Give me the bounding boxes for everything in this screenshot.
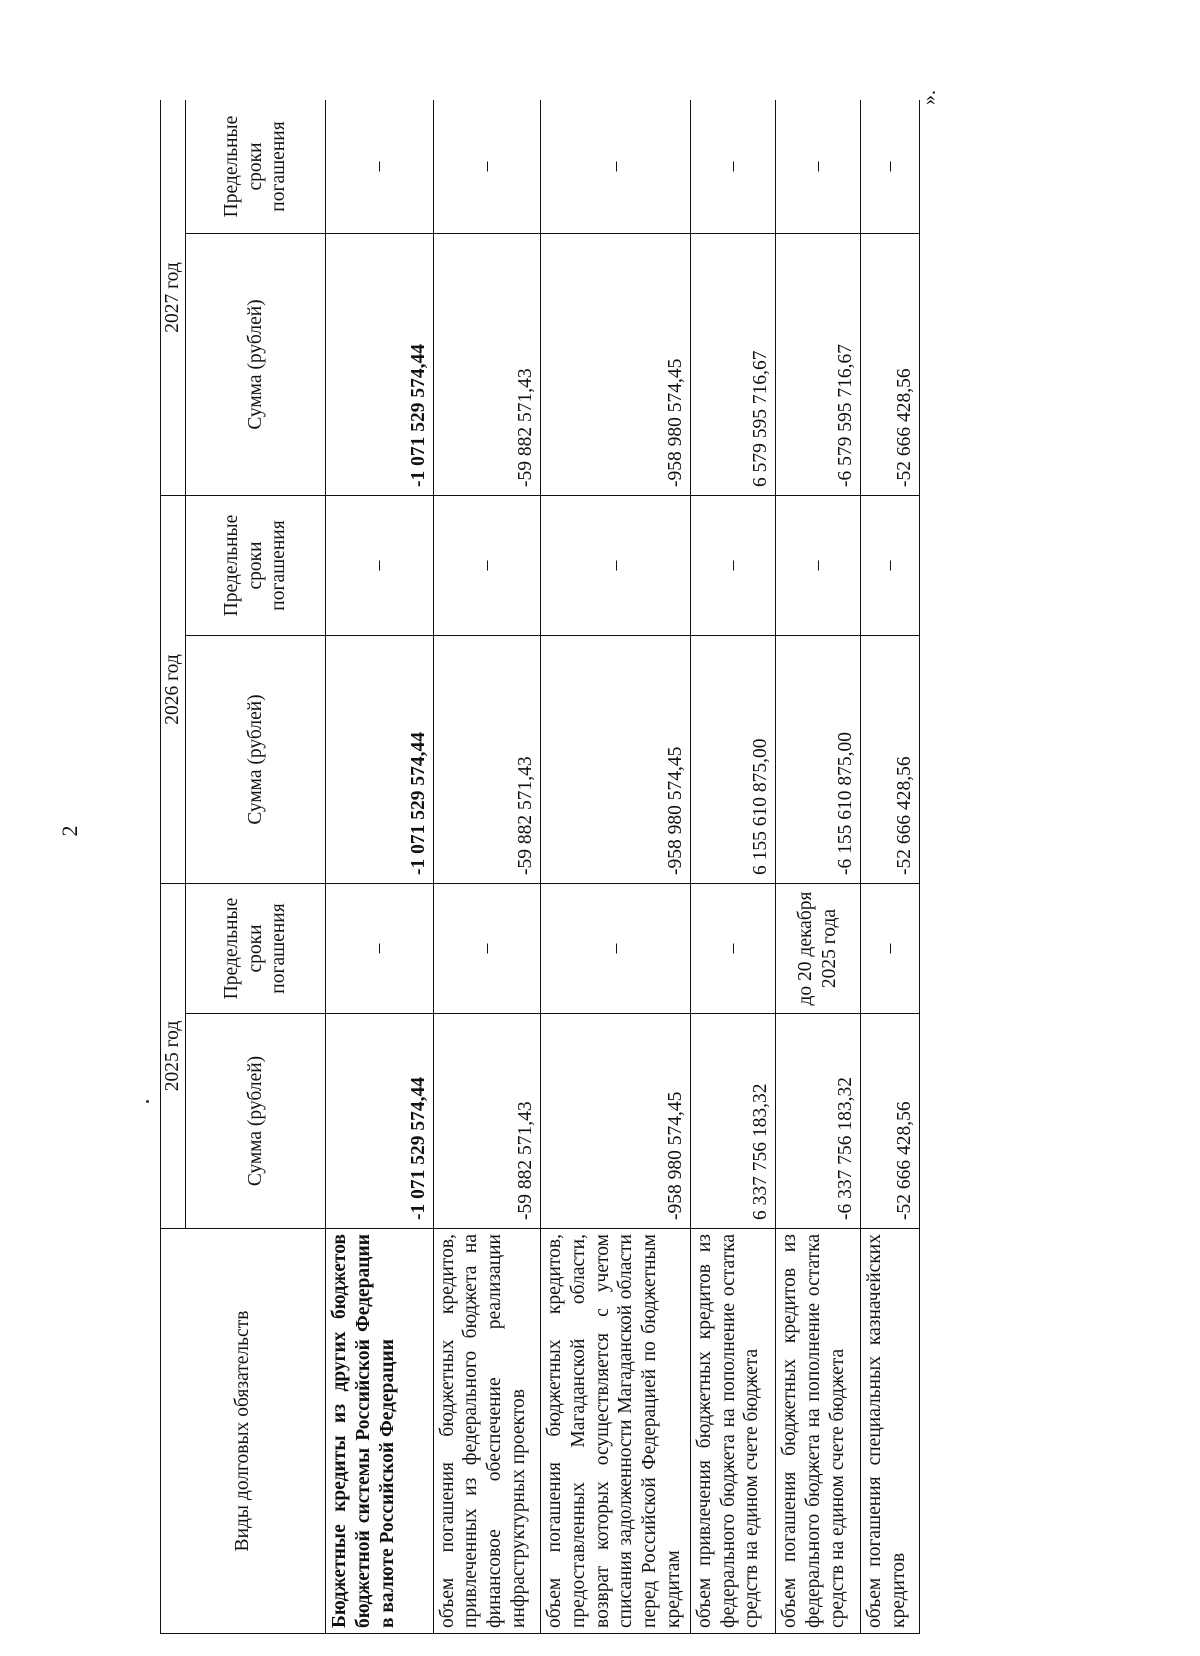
cell-term-2026: –: [541, 496, 691, 636]
cell-term-2027: –: [541, 100, 691, 234]
cell-sum-2027: -958 980 574,45: [541, 234, 691, 496]
cell-term-2026: –: [326, 496, 434, 636]
cell-term-2027: –: [775, 100, 860, 234]
cell-term-2025: –: [690, 884, 775, 1014]
table-row: [541, 100, 691, 1634]
cell-sum-2025: -6 337 756 183,32: [775, 1014, 860, 1229]
cell-term-2027: –: [690, 100, 775, 234]
table-row: [775, 100, 860, 1634]
cell-sum-2026: -958 980 574,45: [541, 636, 691, 884]
cell-term-2027: –: [433, 100, 541, 234]
header-kind: Виды долговых обязательств: [161, 1229, 326, 1634]
cell-term-2026: –: [433, 496, 541, 636]
row-label: объем погашения бюджетных кредитов, привлеченных из федерального бюджета на финансовое обеспечение реализации инфраструктурных проектов: [433, 1229, 541, 1634]
header-term-2025: Предельные сроки погашения: [186, 884, 326, 1014]
rotated-table-container: [160, 100, 920, 1634]
cell-sum-2025: -59 882 571,43: [433, 1014, 541, 1229]
cell-term-2027: –: [861, 100, 920, 234]
table-row: [326, 100, 434, 1634]
cell-term-2026: –: [690, 496, 775, 636]
cell-sum-2026: -59 882 571,43: [433, 636, 541, 884]
cell-term-2026: –: [775, 496, 860, 636]
cell-sum-2027: -59 882 571,43: [433, 234, 541, 496]
table-row: [690, 100, 775, 1634]
cell-term-2025: до 20 декабря 2025 года: [775, 884, 860, 1014]
header-sum-2026: Сумма (рублей): [186, 636, 326, 884]
page-number: 2: [57, 825, 82, 837]
cell-term-2026: –: [861, 496, 920, 636]
header-term-2026: Предельные сроки погашения: [186, 496, 326, 636]
cell-term-2025: –: [433, 884, 541, 1014]
closing-quote: ».: [918, 90, 940, 105]
cell-term-2027: –: [326, 100, 434, 234]
row-label: объем погашения бюджетных кредитов, предоставленных Магаданской области, возврат которых осуществляется с учетом списания задолженности Магаданской области перед Российской Федерацией по бюджетным кредитам: [541, 1229, 691, 1634]
cell-sum-2025: 6 337 756 183,32: [690, 1014, 775, 1229]
cell-sum-2026: -1 071 529 574,44: [326, 636, 434, 884]
cell-term-2025: –: [861, 884, 920, 1014]
header-year-2027: 2027 год: [161, 100, 186, 496]
cell-sum-2025: -52 666 428,56: [861, 1014, 920, 1229]
row-label: объем привлечения бюджетных кредитов из федерального бюджета на пополнение остатка средств на едином счете бюджета: [690, 1229, 775, 1634]
debt-obligations-table: [160, 100, 920, 1634]
table-frame: [160, 100, 920, 1634]
header-sum-2025: Сумма (рублей): [186, 1014, 326, 1229]
header-year-2025: 2025 год: [161, 884, 186, 1229]
cell-term-2025: –: [541, 884, 691, 1014]
table-row: [433, 100, 541, 1634]
row-label: объем погашения специальных казначейских кредитов: [861, 1229, 920, 1634]
cell-sum-2026: -52 666 428,56: [861, 636, 920, 884]
header-row-years: [161, 100, 186, 1634]
row-label: объем погашения бюджетных кредитов из федерального бюджета на пополнение остатка средств на едином счете бюджета: [775, 1229, 860, 1634]
row-label: Бюджетные кредиты из других бюджетов бюджетной системы Российской Федерации в валюте Российской Федерации: [326, 1229, 434, 1634]
scan-dot: [146, 1100, 149, 1103]
cell-sum-2027: -52 666 428,56: [861, 234, 920, 496]
cell-sum-2026: -6 155 610 875,00: [775, 636, 860, 884]
header-sum-2027: Сумма (рублей): [186, 234, 326, 496]
table-row: [861, 100, 920, 1634]
header-term-2027: Предельные сроки погашения: [186, 100, 326, 234]
cell-sum-2026: 6 155 610 875,00: [690, 636, 775, 884]
cell-sum-2025: -1 071 529 574,44: [326, 1014, 434, 1229]
cell-sum-2027: -6 579 595 716,67: [775, 234, 860, 496]
cell-sum-2027: -1 071 529 574,44: [326, 234, 434, 496]
cell-term-2025: –: [326, 884, 434, 1014]
header-year-2026: 2026 год: [161, 496, 186, 884]
cell-sum-2027: 6 579 595 716,67: [690, 234, 775, 496]
cell-sum-2025: -958 980 574,45: [541, 1014, 691, 1229]
